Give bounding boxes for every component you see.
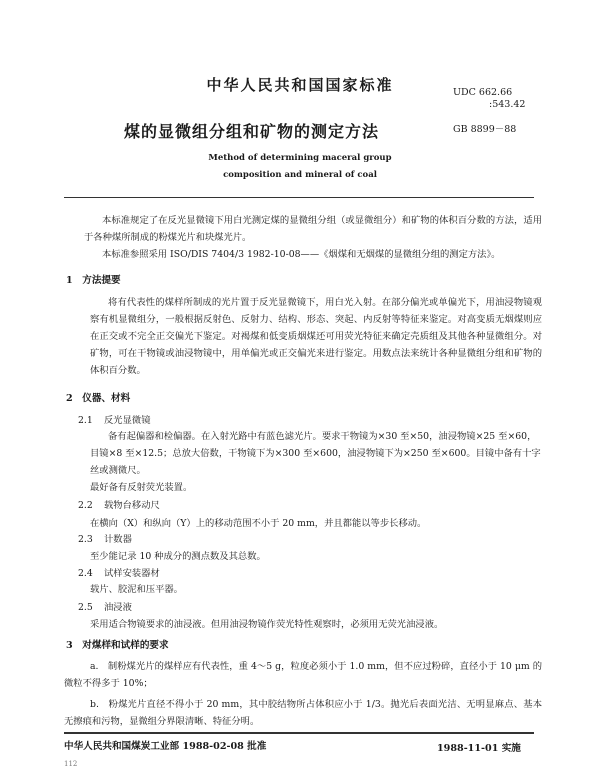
intro-paragraph-2: 本标准参照采用 ISO/DIS 7404/3 1982-10-08——《烟煤和无烟煤的显微组分组的测定方法》。 — [102, 249, 501, 260]
document-title: 煤的显微组分组和矿物的测定方法 — [124, 122, 380, 141]
item-2-2-body: 在横向（X）和纵向（Y）上的移动范围不小于 20 mm，并且都能以等步长移动。 — [90, 518, 427, 529]
section-1-heading: 1 方法提要 — [66, 275, 121, 286]
item-2-4-title: 试样安装器材 — [104, 568, 160, 579]
item-2-5-heading — [78, 599, 132, 613]
footer-divider — [64, 732, 534, 734]
item-2-3-title: 计数器 — [104, 534, 132, 545]
udc-line-2: :543.42 — [489, 99, 526, 110]
item-2-1-heading — [78, 412, 151, 426]
header-divider — [64, 197, 534, 198]
english-title — [0, 150, 600, 184]
item-2-5-number: 2.5 — [78, 602, 93, 613]
item-2-2-title: 载物台移动尺 — [104, 500, 160, 511]
english-title-line-2: composition and mineral of coal — [223, 170, 377, 180]
intro-paragraph-1: 本标准规定了在反光显微镜下用白光测定煤的显微组分组（或显微组分）和矿物的体积百分数的方法，适用于各种煤所制成的粉煤光片和块煤光片。 — [84, 215, 542, 243]
section-1-paragraph — [90, 294, 542, 379]
item-2-3-heading — [78, 531, 132, 545]
page-number: 112 — [64, 760, 78, 768]
udc-code — [453, 87, 525, 111]
section-3-heading: 3 对煤样和试样的要求 — [66, 640, 169, 651]
item-2-1-text: 备有起偏器和检偏器。在入射光路中有蓝色滤光片。要求干物镜为×30 至×50，油浸物镜×25 至×60，目镜×8 至×12.5；总放大倍数，干物镜下为×300 至×600，油浸物镜下为×250 至×600。目镜中备有十字丝或测微尺。 — [90, 431, 541, 476]
english-title-line-1: Method of determining maceral group — [208, 153, 392, 163]
item-2-3-body: 至少能记录 10 种成分的测点数及其总数。 — [90, 551, 266, 562]
item-2-1-number: 2.1 — [78, 415, 93, 426]
item-2-4-heading — [78, 565, 160, 579]
section-2-heading: 2 仪器、材料 — [66, 393, 131, 404]
item-2-1-body — [90, 428, 542, 496]
udc-line-1: UDC 662.66 — [453, 87, 513, 98]
item-2-1-extra: 最好备有反射荧光装置。 — [90, 482, 193, 493]
item-2-2-heading — [78, 497, 160, 511]
standard-name: 中华人民共和国国家标准 — [206, 76, 394, 94]
effective-date: 1988-11-01 实施 — [437, 743, 521, 754]
item-2-4-number: 2.4 — [78, 568, 93, 579]
item-2-2-number: 2.2 — [78, 500, 93, 511]
section-3-block — [64, 658, 542, 730]
section-3-item-b: b. 粉煤光片直径不得小于 20 mm，其中胶结物所占体积应小于 1/3。抛光后表面光洁、无明显麻点、基本无擦痕和污物，显微组分界限清晰、特征分明。 — [64, 699, 542, 727]
approval-note: 中华人民共和国煤炭工业部 1988-02-08 批准 — [64, 741, 267, 752]
gb-code: GB 8899－88 — [453, 124, 517, 135]
item-2-5-title: 油浸液 — [104, 602, 132, 613]
item-2-5-body: 采用适合物镜要求的油浸液。但用油浸物镜作荧光特性观察时，必须用无荧光油浸液。 — [90, 619, 444, 630]
section-3-item-a: a. 制粉煤光片的煤样应有代表性，重 4～5 g，粒度必须小于 1.0 mm，但不应过粉碎，直径小于 10 μm 的微粒不得多于 10%； — [64, 661, 542, 689]
item-2-4-body: 载片、胶泥和压平器。 — [90, 584, 183, 595]
intro-block — [84, 212, 542, 263]
item-2-1-title: 反光显微镜 — [104, 415, 151, 426]
section-1-text: 将有代表性的煤样所制成的光片置于反光显微镜下，用白光入射。在部分偏光或单偏光下，用油浸物镜观察有机显微组分，一般根据反射色、反射力、结构、形态、突起、内反射等特征来鉴定。对高变质无烟煤则应在正交或不完全正交偏光下鉴定。对褐煤和低变质烟煤还可用荧光特征来确定壳质组及其他各种显微组分。对矿物，可在干物镜或油浸物镜中，用单偏光或正交偏光来进行鉴定。用数点法来统计各种显微组分组和矿物的体积百分数。 — [90, 297, 542, 376]
item-2-3-number: 2.3 — [78, 534, 93, 545]
